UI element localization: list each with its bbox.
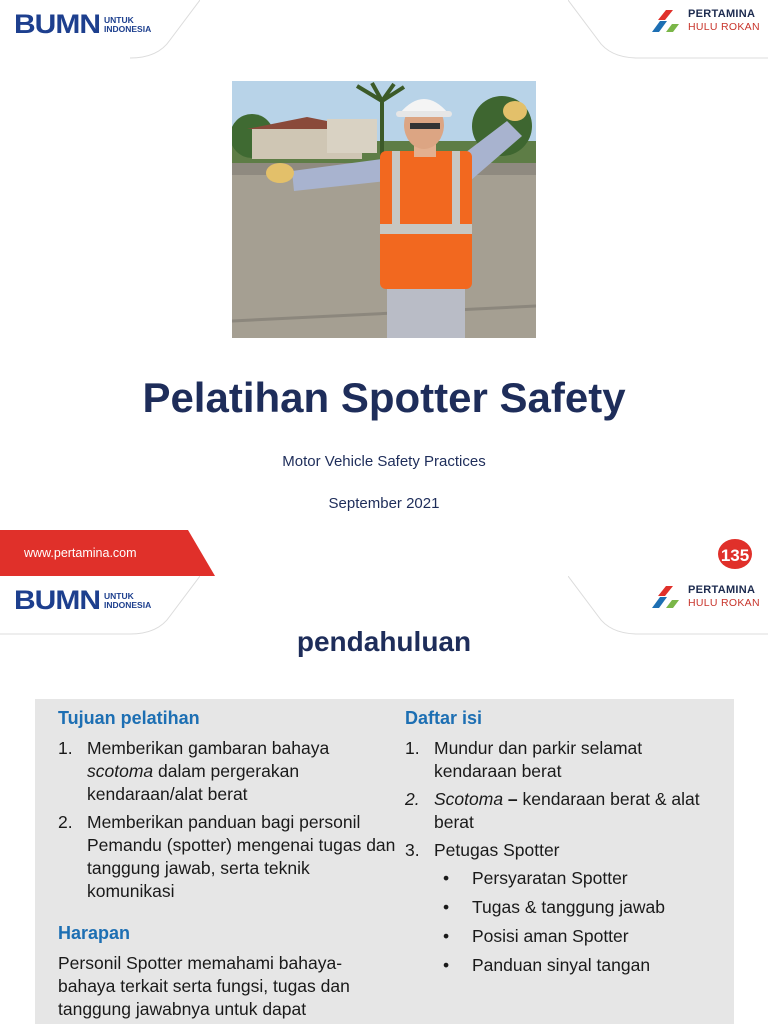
objectives-heading: Tujuan pelatihan — [58, 708, 200, 728]
pertamina-arrow-icon — [648, 8, 682, 34]
bumn-logo — [14, 10, 151, 40]
slide-title: pendahuluan — [296, 626, 472, 657]
contents-subitem: • Tugas & tanggung jawab — [443, 897, 665, 917]
pertamina-division: HULU ROKAN — [688, 597, 760, 609]
badge-number: 135 — [720, 546, 750, 565]
bumn-logo — [14, 586, 151, 616]
pertamina-logo — [648, 584, 760, 610]
contents-subitem: • Panduan sinyal tangan — [443, 955, 651, 975]
objective-item: 1. Memberikan gambaran bahaya scotoma dalam pergerakan kendaraan/alat berat — [58, 738, 330, 804]
bumn-logo-sub-line1: UNTUK — [104, 15, 134, 25]
anniversary-badge — [715, 532, 755, 576]
slide-subtitle: Motor Vehicle Safety Practices — [282, 453, 486, 470]
objective-item: 2. Memberikan panduan bagi personil Pemandu (spotter) mengenai tugas dan tanggung jawab, serta teknik komunikasi — [58, 812, 396, 901]
pertamina-name: PERTAMINA — [688, 584, 756, 596]
bumn-logo-sub-line1: UNTUK — [104, 591, 134, 601]
footer-url[interactable]: www.pertamina.com — [24, 546, 137, 560]
anniversary-badge-icon — [715, 532, 755, 572]
slide-date: September 2021 — [328, 495, 440, 512]
pertamina-logo — [648, 8, 760, 34]
contents-subitem: • Posisi aman Spotter — [443, 926, 629, 946]
contents-column — [405, 707, 705, 983]
contents-item: 3. Petugas Spotter — [405, 840, 560, 860]
contents-item: 1. Mundur dan parkir selamat kendaraan berat — [405, 738, 643, 781]
bumn-logo-word: BUMN — [14, 585, 100, 616]
pertamina-arrow-icon — [648, 584, 682, 610]
slide-title: Pelatihan Spotter Safety — [142, 374, 626, 421]
pertamina-name: PERTAMINA — [688, 8, 756, 20]
bumn-logo-word: BUMN — [14, 9, 100, 40]
spotter-photo — [232, 81, 536, 338]
contents-subitem: • Persyaratan Spotter — [443, 868, 628, 888]
objectives-column — [58, 707, 398, 1021]
intro-slide — [0, 576, 768, 1024]
bumn-logo-sub-line2: INDONESIA — [104, 24, 152, 34]
contents-item: 2. Scotoma – kendaraan berat & alat berat — [405, 789, 700, 832]
bumn-logo-sub-line2: INDONESIA — [104, 600, 152, 610]
contents-heading: Daftar isi — [405, 708, 483, 728]
pertamina-division: HULU ROKAN — [688, 21, 760, 33]
expectations-paragraph: Personil Spotter memahami bahaya-bahaya terkait serta fungsi, tugas dan tanggung jawabnya untuk dapat — [58, 953, 350, 1019]
expectations-heading: Harapan — [58, 923, 131, 943]
